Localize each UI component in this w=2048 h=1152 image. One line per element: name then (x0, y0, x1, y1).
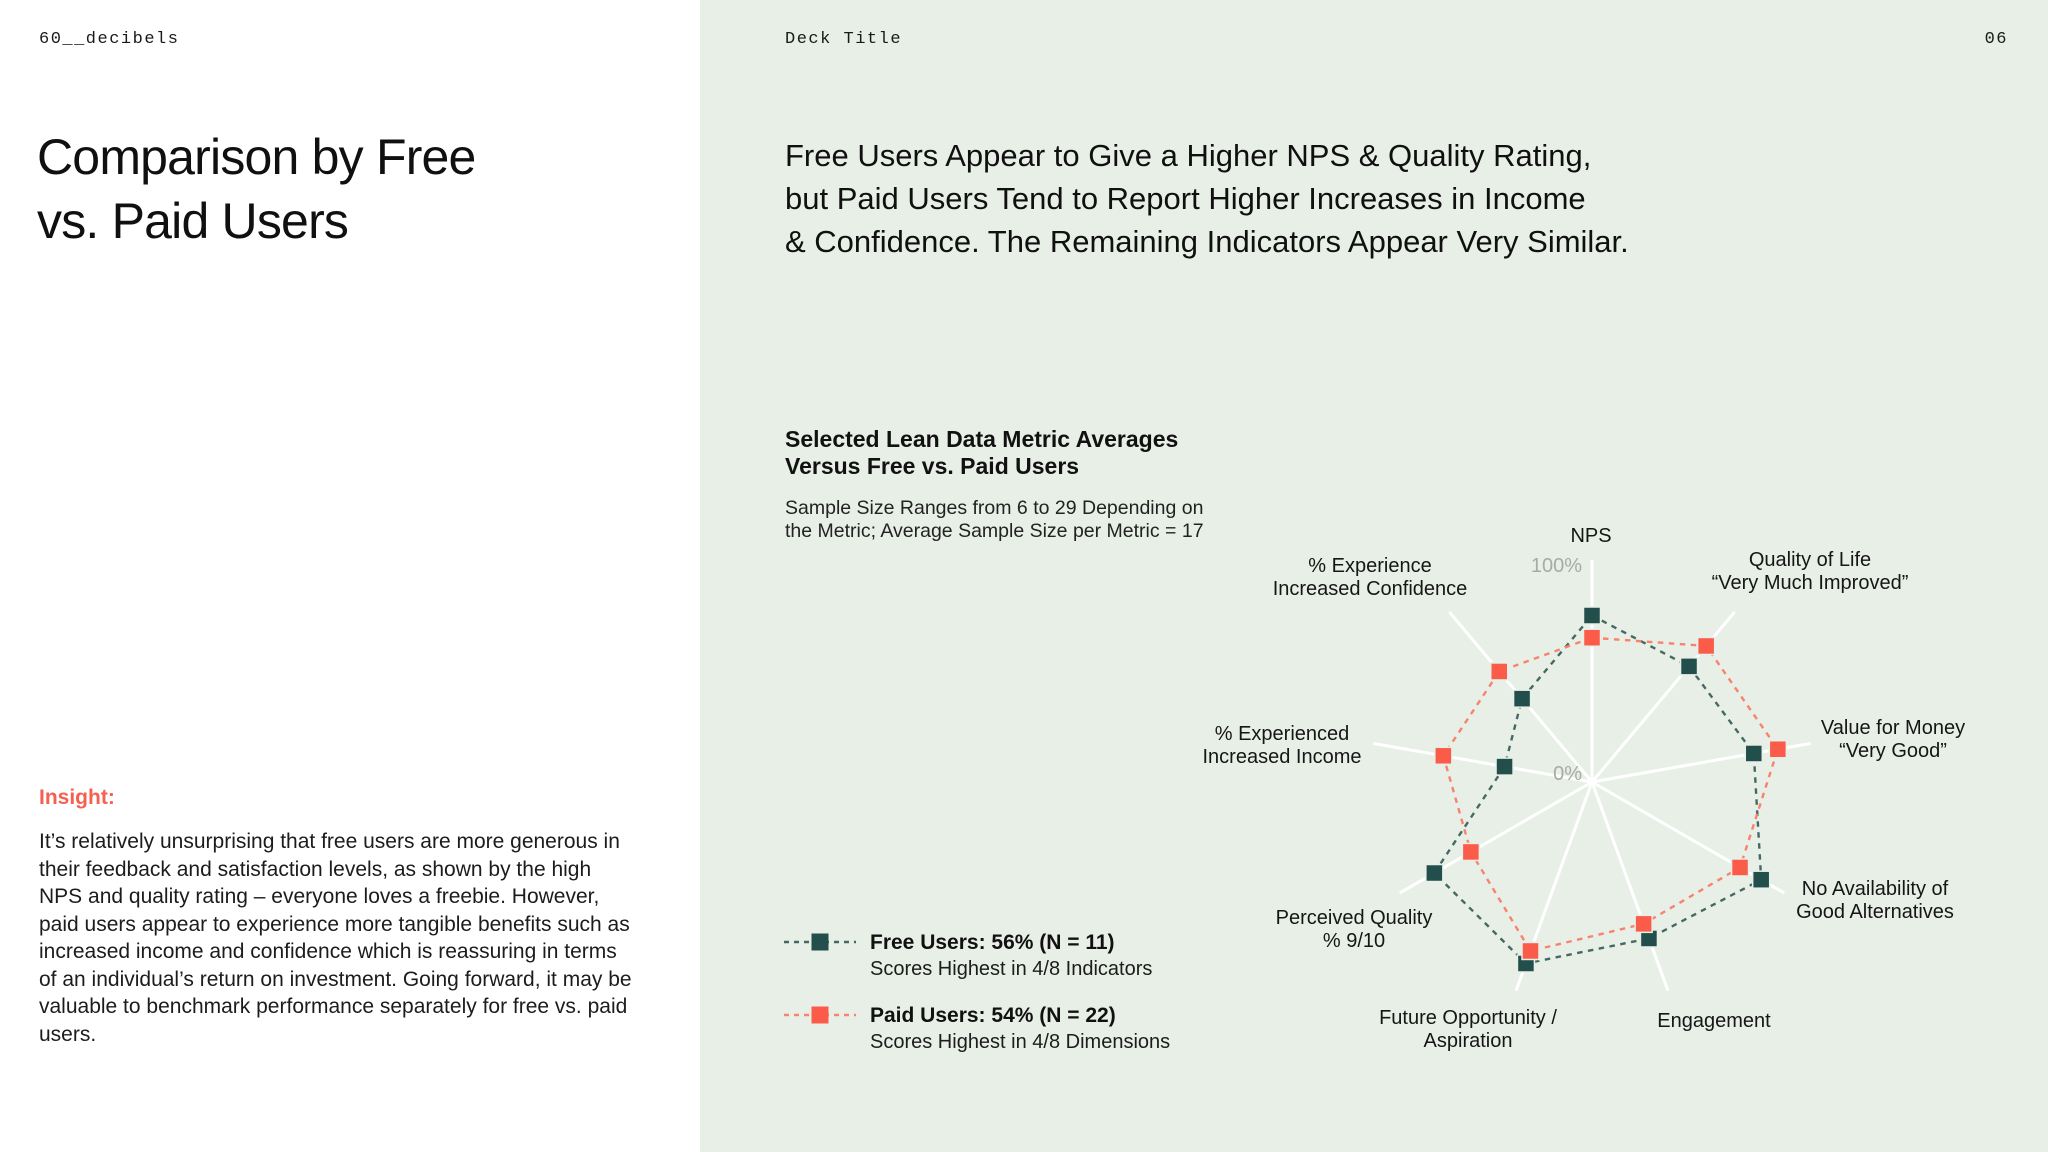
headline-line3: & Confidence. The Remaining Indicators Appear Very Similar. (785, 224, 1629, 259)
radar-marker (1769, 741, 1786, 758)
radar-marker (1514, 690, 1531, 707)
paid-users-marker-icon (784, 1005, 856, 1025)
right-panel (700, 0, 2048, 1152)
radar-marker (1491, 663, 1508, 680)
brand-logo: 60__decibels (39, 30, 180, 49)
radar-marker (1584, 607, 1601, 624)
axis-label: Perceived Quality % 9/10 (1275, 907, 1433, 952)
legend-item-paid-users (784, 1003, 1170, 1055)
axis-label: No Availability of Good Alternatives (1796, 878, 1954, 923)
chart-subtitle-line1: Sample Size Ranges from 6 to 29 Depending on (785, 497, 1204, 519)
headline-line2: but Paid Users Tend to Report Higher Increases in Income (785, 181, 1586, 216)
radar-chart (1150, 490, 2048, 1152)
insight-body-text: It’s relatively unsurprising that free users are more generous in their feedback and satisfaction levels, as shown by the high NPS and quality rating – everyone loves a freebie. However, paid users appear to experience more tangible benefits such as increased income and confidence which is reassuring in terms of an individual’s return on investment. Going forward, it may be valuable to benchmark performance separately for free vs. paid users. (39, 830, 632, 1046)
axis-label: NPS (1570, 525, 1612, 547)
chart-subtitle (785, 497, 1204, 543)
chart-title-line2: Versus Free vs. Paid Users (785, 453, 1080, 479)
legend-paid-subtitle: Scores Highest in 4/8 Dimensions (870, 1031, 1171, 1053)
legend-text-paid (870, 1003, 1170, 1055)
legend-free-title: Free Users: 56% (N = 11) (870, 931, 1115, 954)
ring-label: 0% (1553, 763, 1582, 785)
axis-label: % Experienced Increased Income (1202, 723, 1362, 768)
chart-subtitle-line2: the Metric; Average Sample Size per Metric = 17 (785, 520, 1204, 542)
radar-marker (1496, 758, 1513, 775)
chart-title-line1: Selected Lean Data Metric Averages (785, 426, 1179, 452)
ring-label: 100% (1530, 555, 1582, 577)
radar-marker (1635, 915, 1652, 932)
radar-marker (1698, 637, 1715, 654)
radar-marker (1681, 658, 1698, 675)
radar-series-line (1434, 616, 1761, 964)
radar-spoke (1592, 782, 1668, 991)
radar-marker (1745, 745, 1762, 762)
radar-marker (1435, 747, 1452, 764)
legend-text-free (870, 930, 1152, 982)
radar-marker (1584, 629, 1601, 646)
legend-free-subtitle: Scores Highest in 4/8 Indicators (870, 958, 1153, 980)
radar-marker (1732, 859, 1749, 876)
axis-label: % Experience Increased Confidence (1272, 555, 1468, 600)
axis-label: Quality of Life “Very Much Improved” (1711, 549, 1909, 594)
chart-title (785, 426, 1178, 480)
radar-marker (1522, 942, 1539, 959)
page-number: 06 (1984, 30, 2008, 49)
headline-line1: Free Users Appear to Give a Higher NPS & Quality Rating, (785, 138, 1592, 173)
left-panel (0, 0, 700, 1152)
free-users-marker-icon (784, 932, 856, 952)
axis-label: Engagement (1657, 1010, 1771, 1032)
headline (785, 134, 1629, 263)
radar-marker (1426, 865, 1443, 882)
legend-paid-title: Paid Users: 54% (N = 22) (870, 1004, 1116, 1027)
radar-marker (1462, 843, 1479, 860)
slide-title-line1: Comparison by Free (37, 129, 476, 185)
chart-legend (784, 930, 1170, 1076)
radar-marker (1753, 871, 1770, 888)
axis-label: Value for Money “Very Good” (1820, 717, 1966, 762)
slide-title (37, 125, 476, 253)
deck-title: Deck Title (785, 30, 903, 49)
legend-item-free-users (784, 930, 1170, 982)
axis-label: Future Opportunity / Aspiration (1379, 1007, 1557, 1052)
slide-title-line2: vs. Paid Users (37, 193, 349, 249)
insight-label: Insight: (39, 786, 115, 809)
